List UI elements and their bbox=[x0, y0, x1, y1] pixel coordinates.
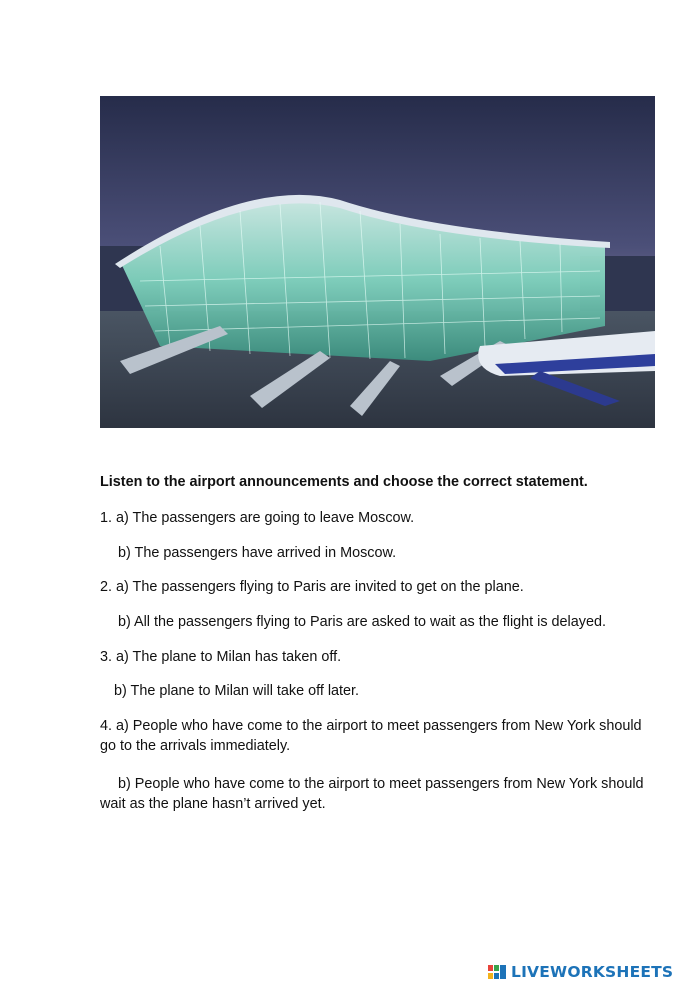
liveworksheets-logo-icon bbox=[488, 963, 508, 981]
brand-name: LIVEWORKSHEETS bbox=[511, 963, 674, 981]
question-1-option-a: 1. a) The passengers are going to leave Moscow. bbox=[100, 510, 415, 526]
question-2-option-a: 2. a) The passengers flying to Paris are invited to get on the plane. bbox=[100, 579, 524, 595]
liveworksheets-brand bbox=[488, 962, 673, 982]
question-2-option-b: b) All the passengers flying to Paris are asked to wait as the flight is delayed. bbox=[118, 614, 606, 630]
question-1-option-b: b) The passengers have arrived in Moscow. bbox=[118, 545, 397, 561]
question-4-option-b bbox=[100, 774, 645, 814]
question-4-option-a: 4. a) People who have come to the airport to meet passengers from New York should go to the arrivals immediately. bbox=[100, 718, 642, 754]
question-3-option-a: 3. a) The plane to Milan has taken off. bbox=[100, 649, 342, 665]
question-4-option-b-text: b) People who have come to the airport to meet passengers from New York should wait as the plane hasn’t arrived yet. bbox=[100, 776, 644, 812]
instruction-heading: Listen to the airport announcements and choose the correct statement. bbox=[100, 474, 588, 490]
airport-terminal-photo bbox=[100, 96, 655, 428]
question-3-option-b: b) The plane to Milan will take off later. bbox=[114, 683, 360, 699]
